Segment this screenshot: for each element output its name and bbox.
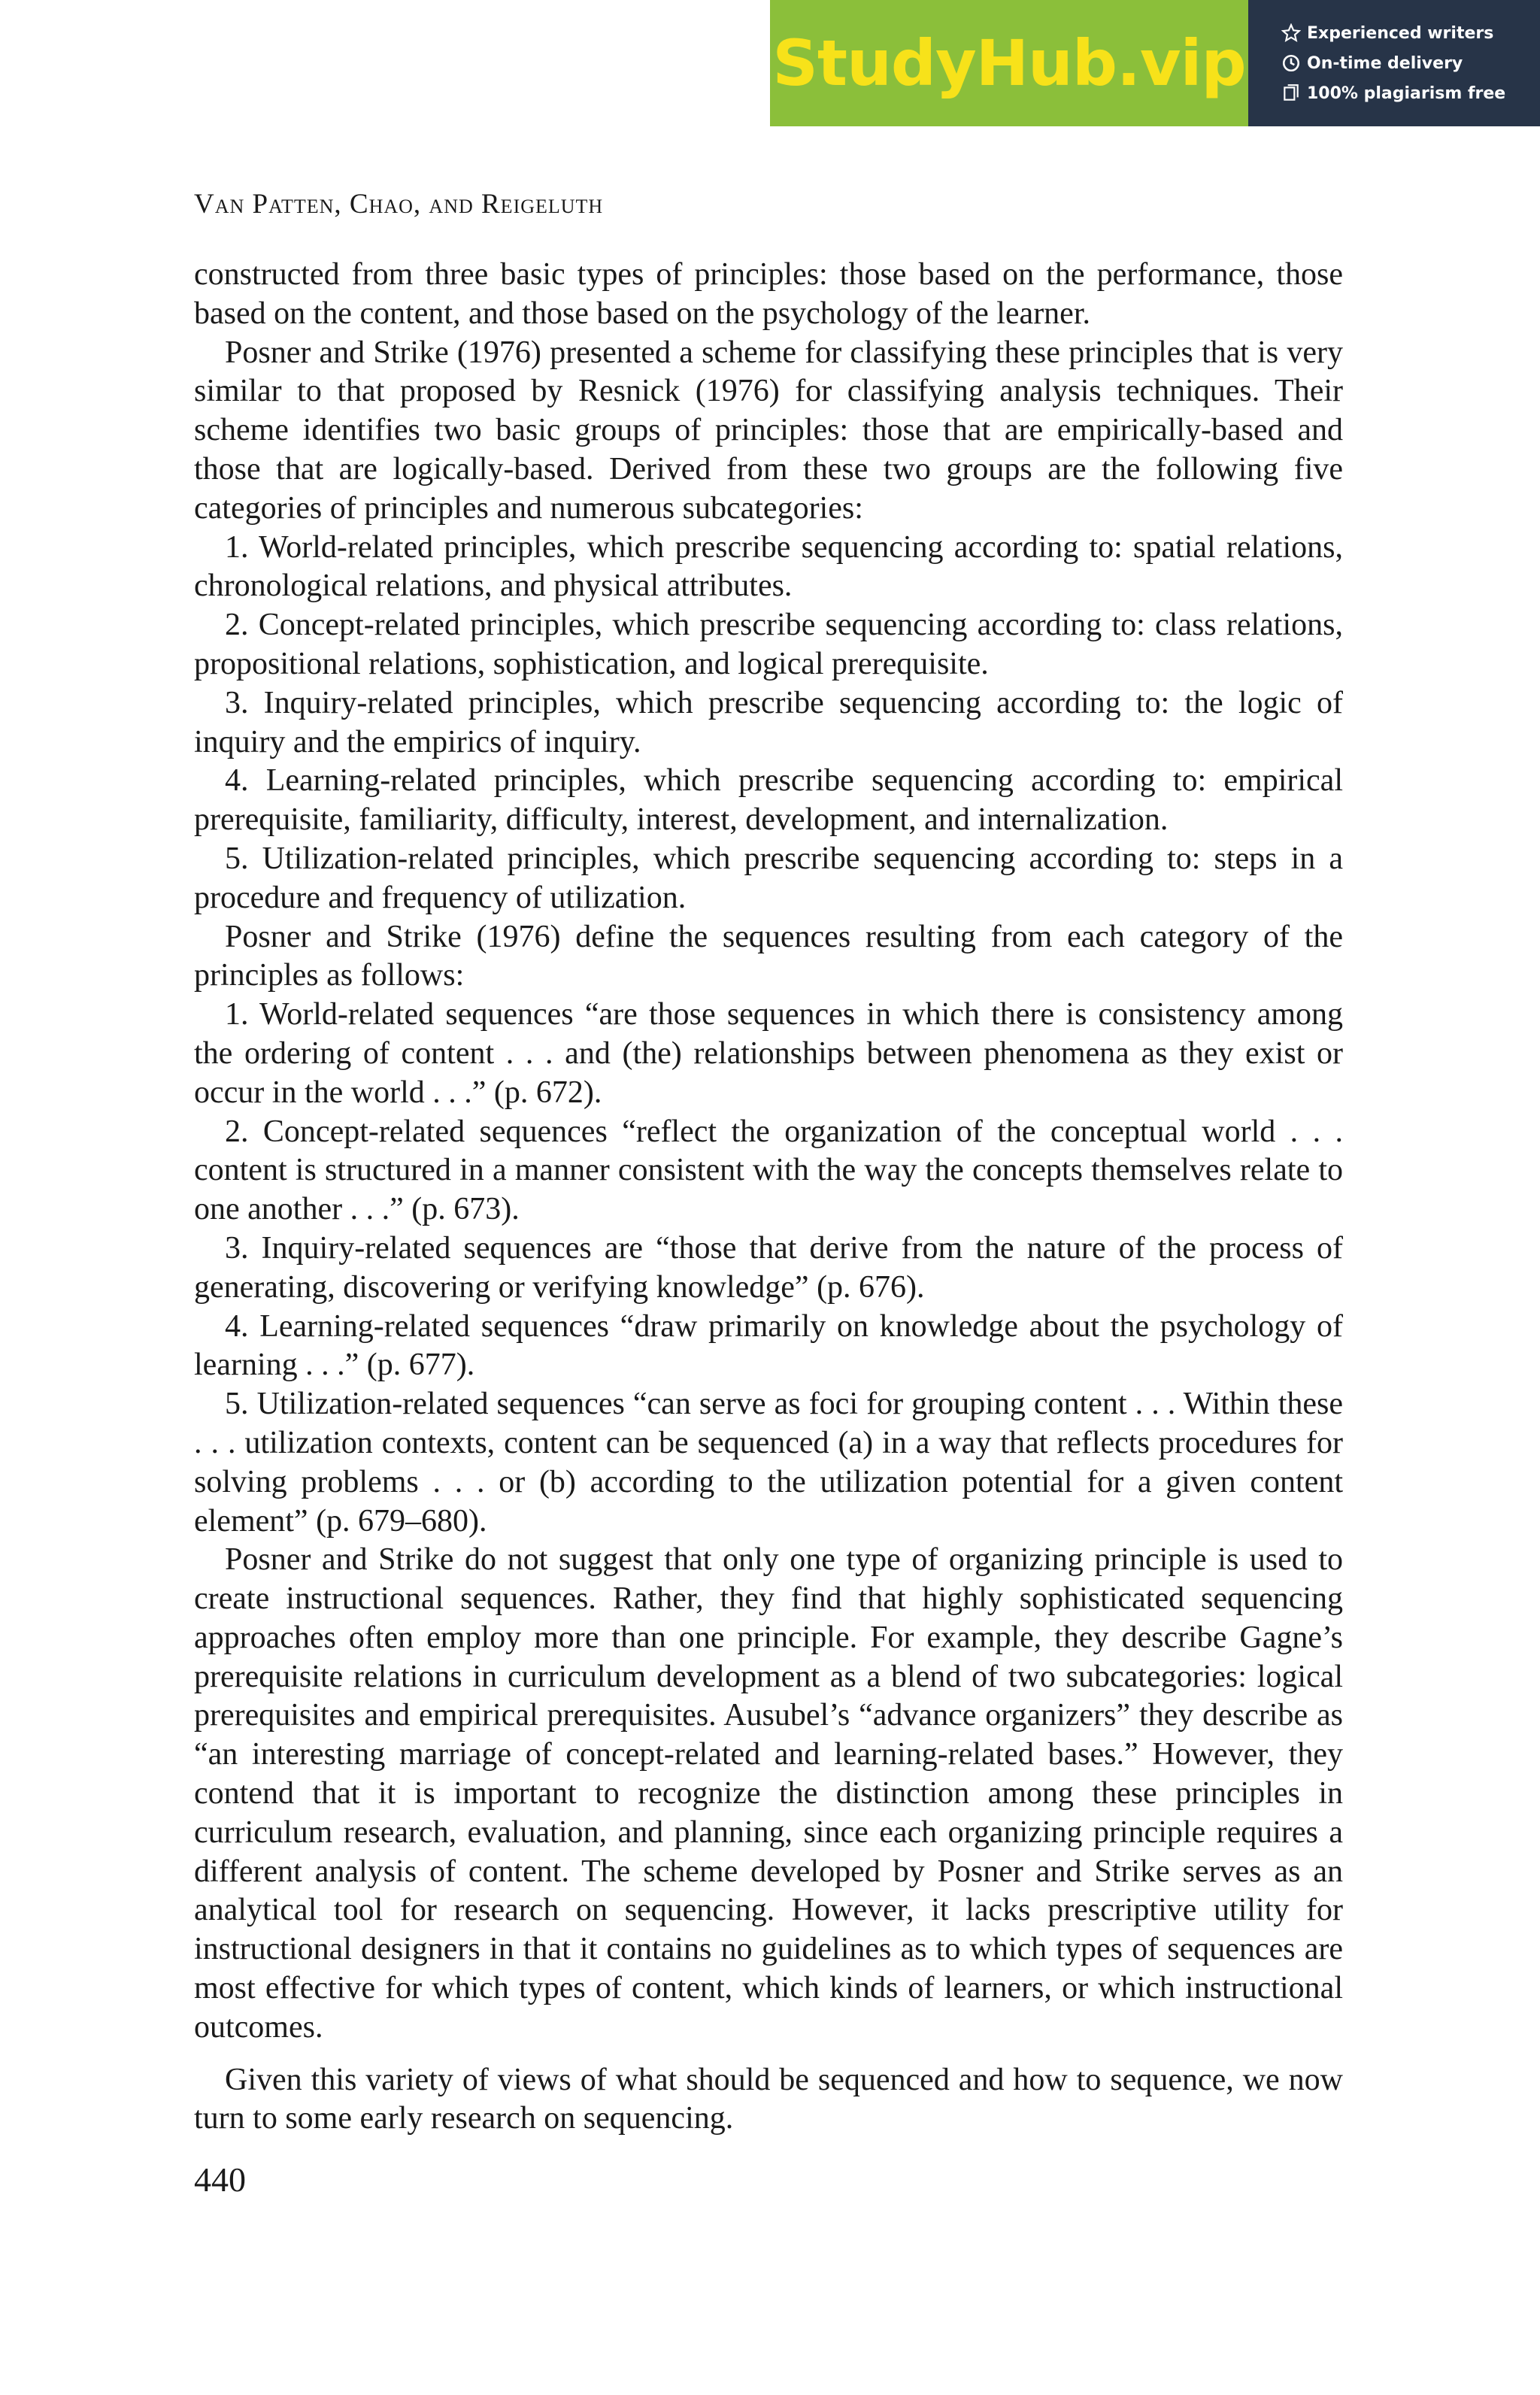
paragraph: Posner and Strike do not suggest that only one type of organizing principle is used to create instructional sequences. Rather, they find that highly sophisticated sequencing approaches often employ more than one principle. For example, they describe Gagne’s prerequisite relations in curriculum development as a blend of two subcategories: logical prerequisites and empirical prerequisites. Ausubel’s “advance organizers” they describe as “an interesting marriage of concept-related and learning-related bases.” However, they contend that it is important to recognize the distinction among these principles in curriculum research, evaluation, and planning, since each organizing principle requires a different analysis of content. The scheme developed by Posner and Strike serves as an analytical tool for research on sequencing. However, it lacks prescriptive utility for instructional designers in that it contains no guidelines as to which types of sequences are most effective for which types of content, which kinds of learners, or which instructional outcomes.: [194, 1542, 1343, 2045]
list-item: 4. Learning-related sequences “draw primarily on knowledge about the psychology of learning . . .” (p. 677).: [194, 1308, 1343, 1383]
document-icon: [1281, 83, 1301, 103]
brand-name: StudyHub.vip: [772, 26, 1246, 100]
paragraph: constructed from three basic types of principles: those based on the performance, those based on the content, and those based on the psychology of the learner.: [194, 257, 1343, 331]
page-number: 440: [194, 2160, 246, 2199]
list-item: 3. Inquiry-related principles, which prescribe sequencing according to: the logic of inquiry and the empirics of inquiry.: [194, 685, 1343, 759]
feature-item: [1281, 78, 1540, 108]
list-item: 4. Learning-related principles, which prescribe sequencing according to: empirical prerequisite, familiarity, difficulty, interest, development, and internalization.: [194, 763, 1343, 838]
list-item: 3. Inquiry-related sequences are “those that derive from the nature of the process of generating, discovering or verifying knowledge” (p. 676).: [194, 1230, 1343, 1305]
list-item: 1. World-related sequences “are those sequences in which there is consistency among the ordering of content . . . and (the) relationships between phenomena as they exist or occur in the world . . .” (p. 672).: [194, 997, 1343, 1110]
list-item: 2. Concept-related sequences “reflect the organization of the conceptual world . . . content is structured in a manner consistent with the way the concepts themselves relate to one another . . .” (p. 673).: [194, 1114, 1343, 1227]
brand-logo[interactable]: [770, 0, 1248, 126]
list-item: 5. Utilization-related principles, which prescribe sequencing according to: steps in a procedure and frequency of utilization.: [194, 841, 1343, 915]
list-item: 2. Concept-related principles, which prescribe sequencing according to: class relations, propositional relations, sophistication, and logical prerequisite.: [194, 608, 1343, 681]
body-text: [194, 256, 1343, 2139]
feature-list: [1248, 0, 1540, 126]
running-head: Van Patten, Chao, and Reigeluth: [194, 189, 604, 220]
studyhub-banner[interactable]: [770, 0, 1540, 126]
clock-icon: [1281, 53, 1301, 73]
feature-label: Experienced writers: [1307, 23, 1494, 43]
paragraph: Given this variety of views of what should be sequenced and how to sequence, we now turn to some early research on sequencing.: [194, 2062, 1343, 2136]
list-item: 1. World-related principles, which prescribe sequencing according to: spatial relations, chronological relations, and physical attributes.: [194, 529, 1343, 604]
feature-item: [1281, 18, 1540, 48]
star-icon: [1281, 23, 1301, 43]
paragraph: Posner and Strike (1976) define the sequences resulting from each category of the principles as follows:: [194, 919, 1343, 993]
list-item: 5. Utilization-related sequences “can serve as foci for grouping content . . . Within these . . . utilization contexts, content can be sequenced (a) in a way that reflects procedures for solving problems . . . or (b) according to the utilization potential for a given content element” (p. 679–680).: [194, 1387, 1343, 1539]
feature-label: On-time delivery: [1307, 53, 1463, 73]
feature-item: [1281, 48, 1540, 78]
feature-label: 100% plagiarism free: [1307, 83, 1506, 103]
paragraph: Posner and Strike (1976) presented a scheme for classifying these principles that is very similar to that proposed by Resnick (1976) for classifying analysis techniques. Their scheme identifies two basic groups of principles: those that are empirically-based and those that are logically-based. Derived from these two groups are the following five categories of principles and numerous subcategories:: [194, 335, 1343, 526]
